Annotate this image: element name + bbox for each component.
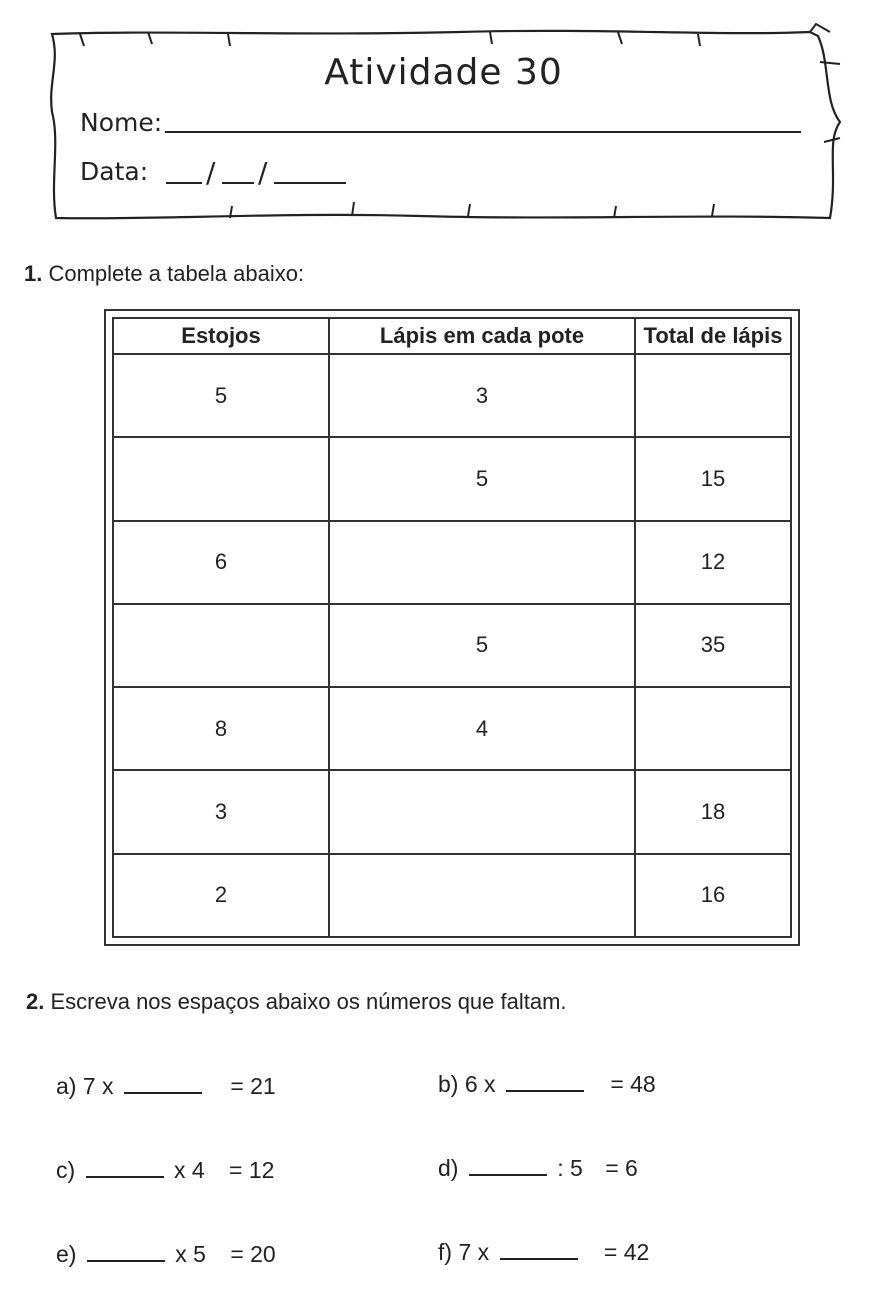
equation-label: e) (56, 1241, 77, 1267)
equation-operator: x 5 (175, 1241, 206, 1267)
table-row (113, 354, 791, 437)
table-cell[interactable]: 6 (113, 521, 329, 604)
date-separator: / (206, 156, 216, 189)
equation-result: = 12 (229, 1157, 275, 1183)
table-cell[interactable]: 3 (113, 770, 329, 853)
question-2 (26, 989, 567, 1015)
table-cell[interactable]: 35 (635, 604, 791, 687)
equation-f (438, 1239, 649, 1266)
table-cell[interactable] (329, 854, 635, 937)
date-month-field[interactable] (222, 182, 254, 184)
equation-c (56, 1157, 274, 1184)
header-total-lapis: Total de lápis (635, 318, 791, 354)
table-row (113, 437, 791, 520)
equation-label: b) (438, 1071, 459, 1097)
answer-blank[interactable] (469, 1156, 547, 1176)
date-day-field[interactable] (166, 182, 202, 184)
equation-operand: 6 x (464, 1071, 496, 1097)
equation-operand: 7 x (458, 1239, 490, 1265)
equation-result: = 20 (230, 1241, 276, 1267)
header-lapis-por-pote: Lápis em cada pote (329, 318, 635, 354)
table-header-row (113, 318, 791, 354)
question-1 (24, 261, 304, 287)
table-cell[interactable] (113, 437, 329, 520)
equation-result: = 6 (605, 1155, 638, 1181)
answer-blank[interactable] (87, 1242, 165, 1262)
table-row (113, 770, 791, 853)
header-estojos: Estojos (113, 318, 329, 354)
equation-operator: : 5 (557, 1155, 583, 1181)
equation-d (438, 1155, 638, 1182)
equation-operator: x 4 (173, 1157, 205, 1183)
table-row (113, 604, 791, 687)
table-cell[interactable]: 15 (635, 437, 791, 520)
equation-b (438, 1071, 656, 1098)
table-cell[interactable]: 18 (635, 770, 791, 853)
name-label: Nome: (80, 108, 163, 137)
table-cell[interactable]: 16 (635, 854, 791, 937)
table-cell[interactable]: 5 (113, 354, 329, 437)
date-label: Data: (80, 157, 149, 186)
table-cell[interactable] (113, 604, 329, 687)
answer-blank[interactable] (86, 1158, 164, 1178)
equation-label: d) (438, 1155, 459, 1181)
table-cell[interactable] (635, 354, 791, 437)
equation-label: c) (56, 1157, 76, 1183)
table-cell[interactable]: 2 (113, 854, 329, 937)
date-separator: / (258, 156, 268, 189)
question-number: 1. (24, 261, 43, 286)
equation-a (56, 1073, 276, 1100)
table-cell[interactable]: 4 (329, 687, 635, 770)
answer-blank[interactable] (124, 1074, 202, 1094)
equation-result: = 42 (603, 1239, 650, 1265)
table-row (113, 687, 791, 770)
equation-e (56, 1241, 276, 1268)
table-cell[interactable] (329, 521, 635, 604)
equation-result: = 48 (610, 1071, 656, 1097)
name-field[interactable] (165, 131, 801, 133)
equation-result: = 21 (230, 1073, 276, 1099)
date-year-field[interactable] (274, 182, 346, 184)
table-row (113, 854, 791, 937)
question-text: Escreva nos espaços abaixo os números que faltam. (50, 989, 567, 1014)
table-cell[interactable]: 5 (329, 437, 635, 520)
question-text: Complete a tabela abaixo: (48, 261, 305, 286)
table-cell[interactable]: 12 (635, 521, 791, 604)
answer-blank[interactable] (500, 1240, 578, 1260)
table-cell[interactable]: 3 (329, 354, 635, 437)
table-cell[interactable]: 8 (113, 687, 329, 770)
equation-operand: 7 x (82, 1073, 114, 1099)
equation-label: a) (56, 1073, 77, 1099)
table-cell[interactable] (635, 687, 791, 770)
table-cell[interactable]: 5 (329, 604, 635, 687)
table-row (113, 521, 791, 604)
table-cell[interactable] (329, 770, 635, 853)
question-number: 2. (26, 989, 45, 1014)
pencil-table (104, 309, 800, 946)
equation-label: f) (438, 1239, 453, 1265)
answer-blank[interactable] (506, 1072, 584, 1092)
page-title: Atividade 30 (324, 52, 563, 93)
